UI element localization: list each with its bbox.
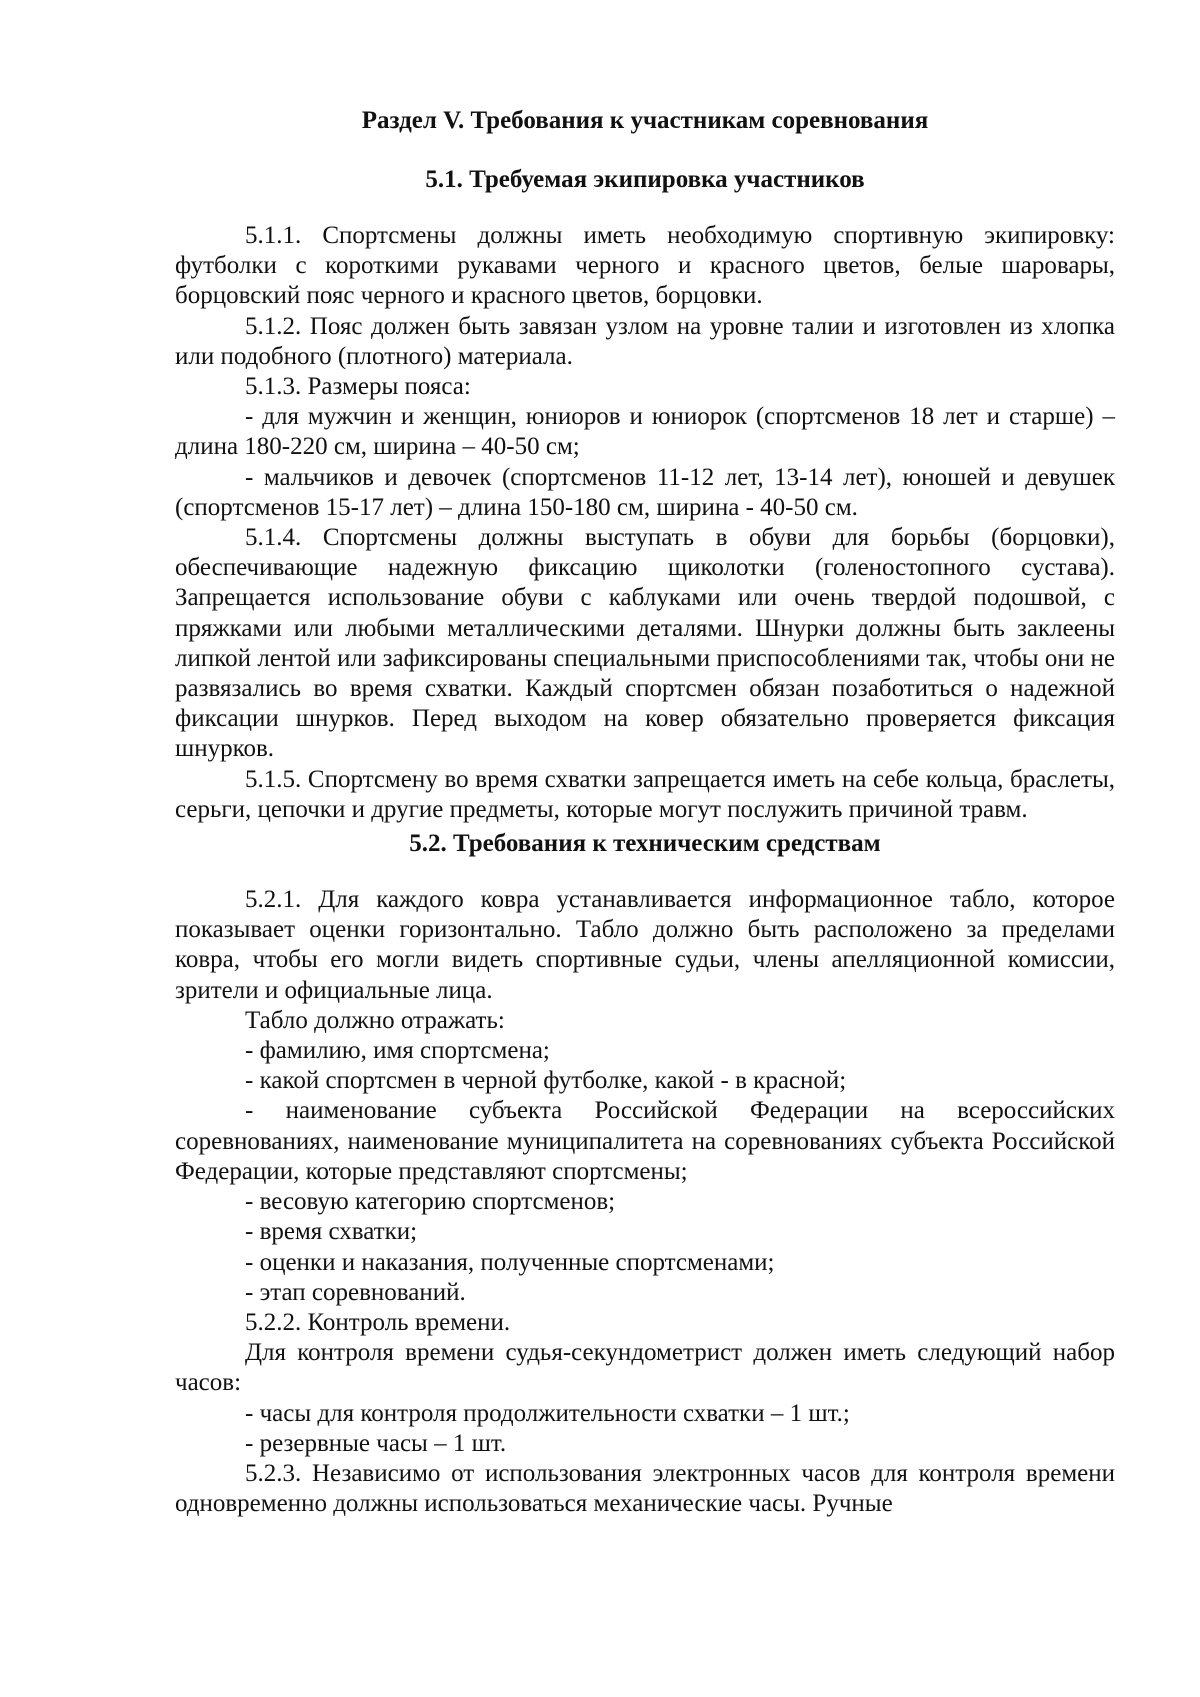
document-content: [175, 104, 1115, 1519]
list-item-main-clock: - часы для контроля продолжительности схватки – 1 шт.;: [245, 1399, 850, 1427]
document-title: Раздел V. Требования к участникам соревнования: [361, 107, 929, 134]
list-item-scores-penalties: - оценки и наказания, полученные спортсменами;: [245, 1248, 775, 1276]
section-heading-5-2: 5.2. Требования к техническим средствам: [409, 830, 881, 858]
list-item-belt-youth: - мальчиков и девочек (спортсменов 11-12 лет, 13-14 лет), юношей и девушек (спортсменов 15-17 лет) – длина 150-180 см, ширина - 40-50 см.: [175, 463, 1115, 521]
paragraph-5-1-3: 5.1.3. Размеры пояса:: [245, 373, 471, 401]
section-heading-5-1: 5.1. Требуемая экипировка участников: [425, 166, 865, 193]
list-item-region: - наименование субъекта Российской Федерации на всероссийских соревнованиях, наименование муниципалитета на соревнованиях субъекта Российской Федерации, которые представляют спортсмены;: [175, 1097, 1115, 1185]
paragraph-5-1-1: 5.1.1. Спортсмены должны иметь необходимую спортивную экипировку: футболки с короткими рукавами черного и красного цветов, белые шаровары, борцовский пояс черного и красного цветов, борцовки.: [175, 222, 1115, 310]
list-item-bout-time: - время схватки;: [245, 1218, 418, 1246]
list-item-stage: - этап соревнований.: [245, 1278, 466, 1306]
list-item-weight-category: - весовую категорию спортсменов;: [245, 1188, 616, 1216]
list-item-reserve-clock: - резервные часы – 1 шт.: [245, 1429, 507, 1457]
paragraph-scoreboard-intro: Табло должно отражать:: [245, 1006, 505, 1034]
paragraph-5-1-4: 5.1.4. Спортсмены должны выступать в обуви для борьбы (борцовки), обеспечивающие надежную фиксацию щиколотки (голеностопного сустава). Запрещается использование обуви с каблуками или очень твердой подошвой, с пряжками или любыми металлическими деталями. Шнурки должны быть заклеены липкой лентой или зафиксированы специальными приспособлениями так, чтобы они не развязались во время схватки. Каждый спортсмен обязан позаботиться о надежной фиксации шнурков. Перед выходом на ковер обязательно проверяется фиксация шнурков.: [175, 524, 1115, 763]
paragraph-5-2-1: 5.2.1. Для каждого ковра устанавливается информационное табло, которое показывает оценки горизонтально. Табло должно быть расположено за пределами ковра, чтобы его могли видеть спортивные судьи, члены апелляционной комиссии, зрители и официальные лица.: [175, 886, 1115, 1004]
paragraph-timekeeper: Для контроля времени судья-секундометрист должен иметь следующий набор часов:: [175, 1339, 1115, 1397]
list-item-belt-adults: - для мужчин и женщин, юниоров и юниорок (спортсменов 18 лет и старше) – длина 180-220 см, ширина – 40-50 см;: [175, 403, 1115, 461]
paragraph-5-2-3: 5.2.3. Независимо от использования электронных часов для контроля времени одновременно должны использоваться механические часы. Ручные: [175, 1459, 1115, 1518]
list-item-shirt-color: - какой спортсмен в черной футболке, какой - в красной;: [245, 1067, 847, 1095]
paragraph-5-1-2: 5.1.2. Пояс должен быть завязан узлом на уровне талии и изготовлен из хлопка или подобного (плотного) материала.: [175, 312, 1115, 370]
paragraph-5-1-5: 5.1.5. Спортсмену во время схватки запрещается иметь на себе кольца, браслеты, серьги, цепочки и другие предметы, которые могут послужить причиной травм.: [175, 765, 1115, 823]
list-item-name: - фамилию, имя спортсмена;: [245, 1037, 550, 1065]
paragraph-5-2-2: 5.2.2. Контроль времени.: [245, 1308, 511, 1336]
